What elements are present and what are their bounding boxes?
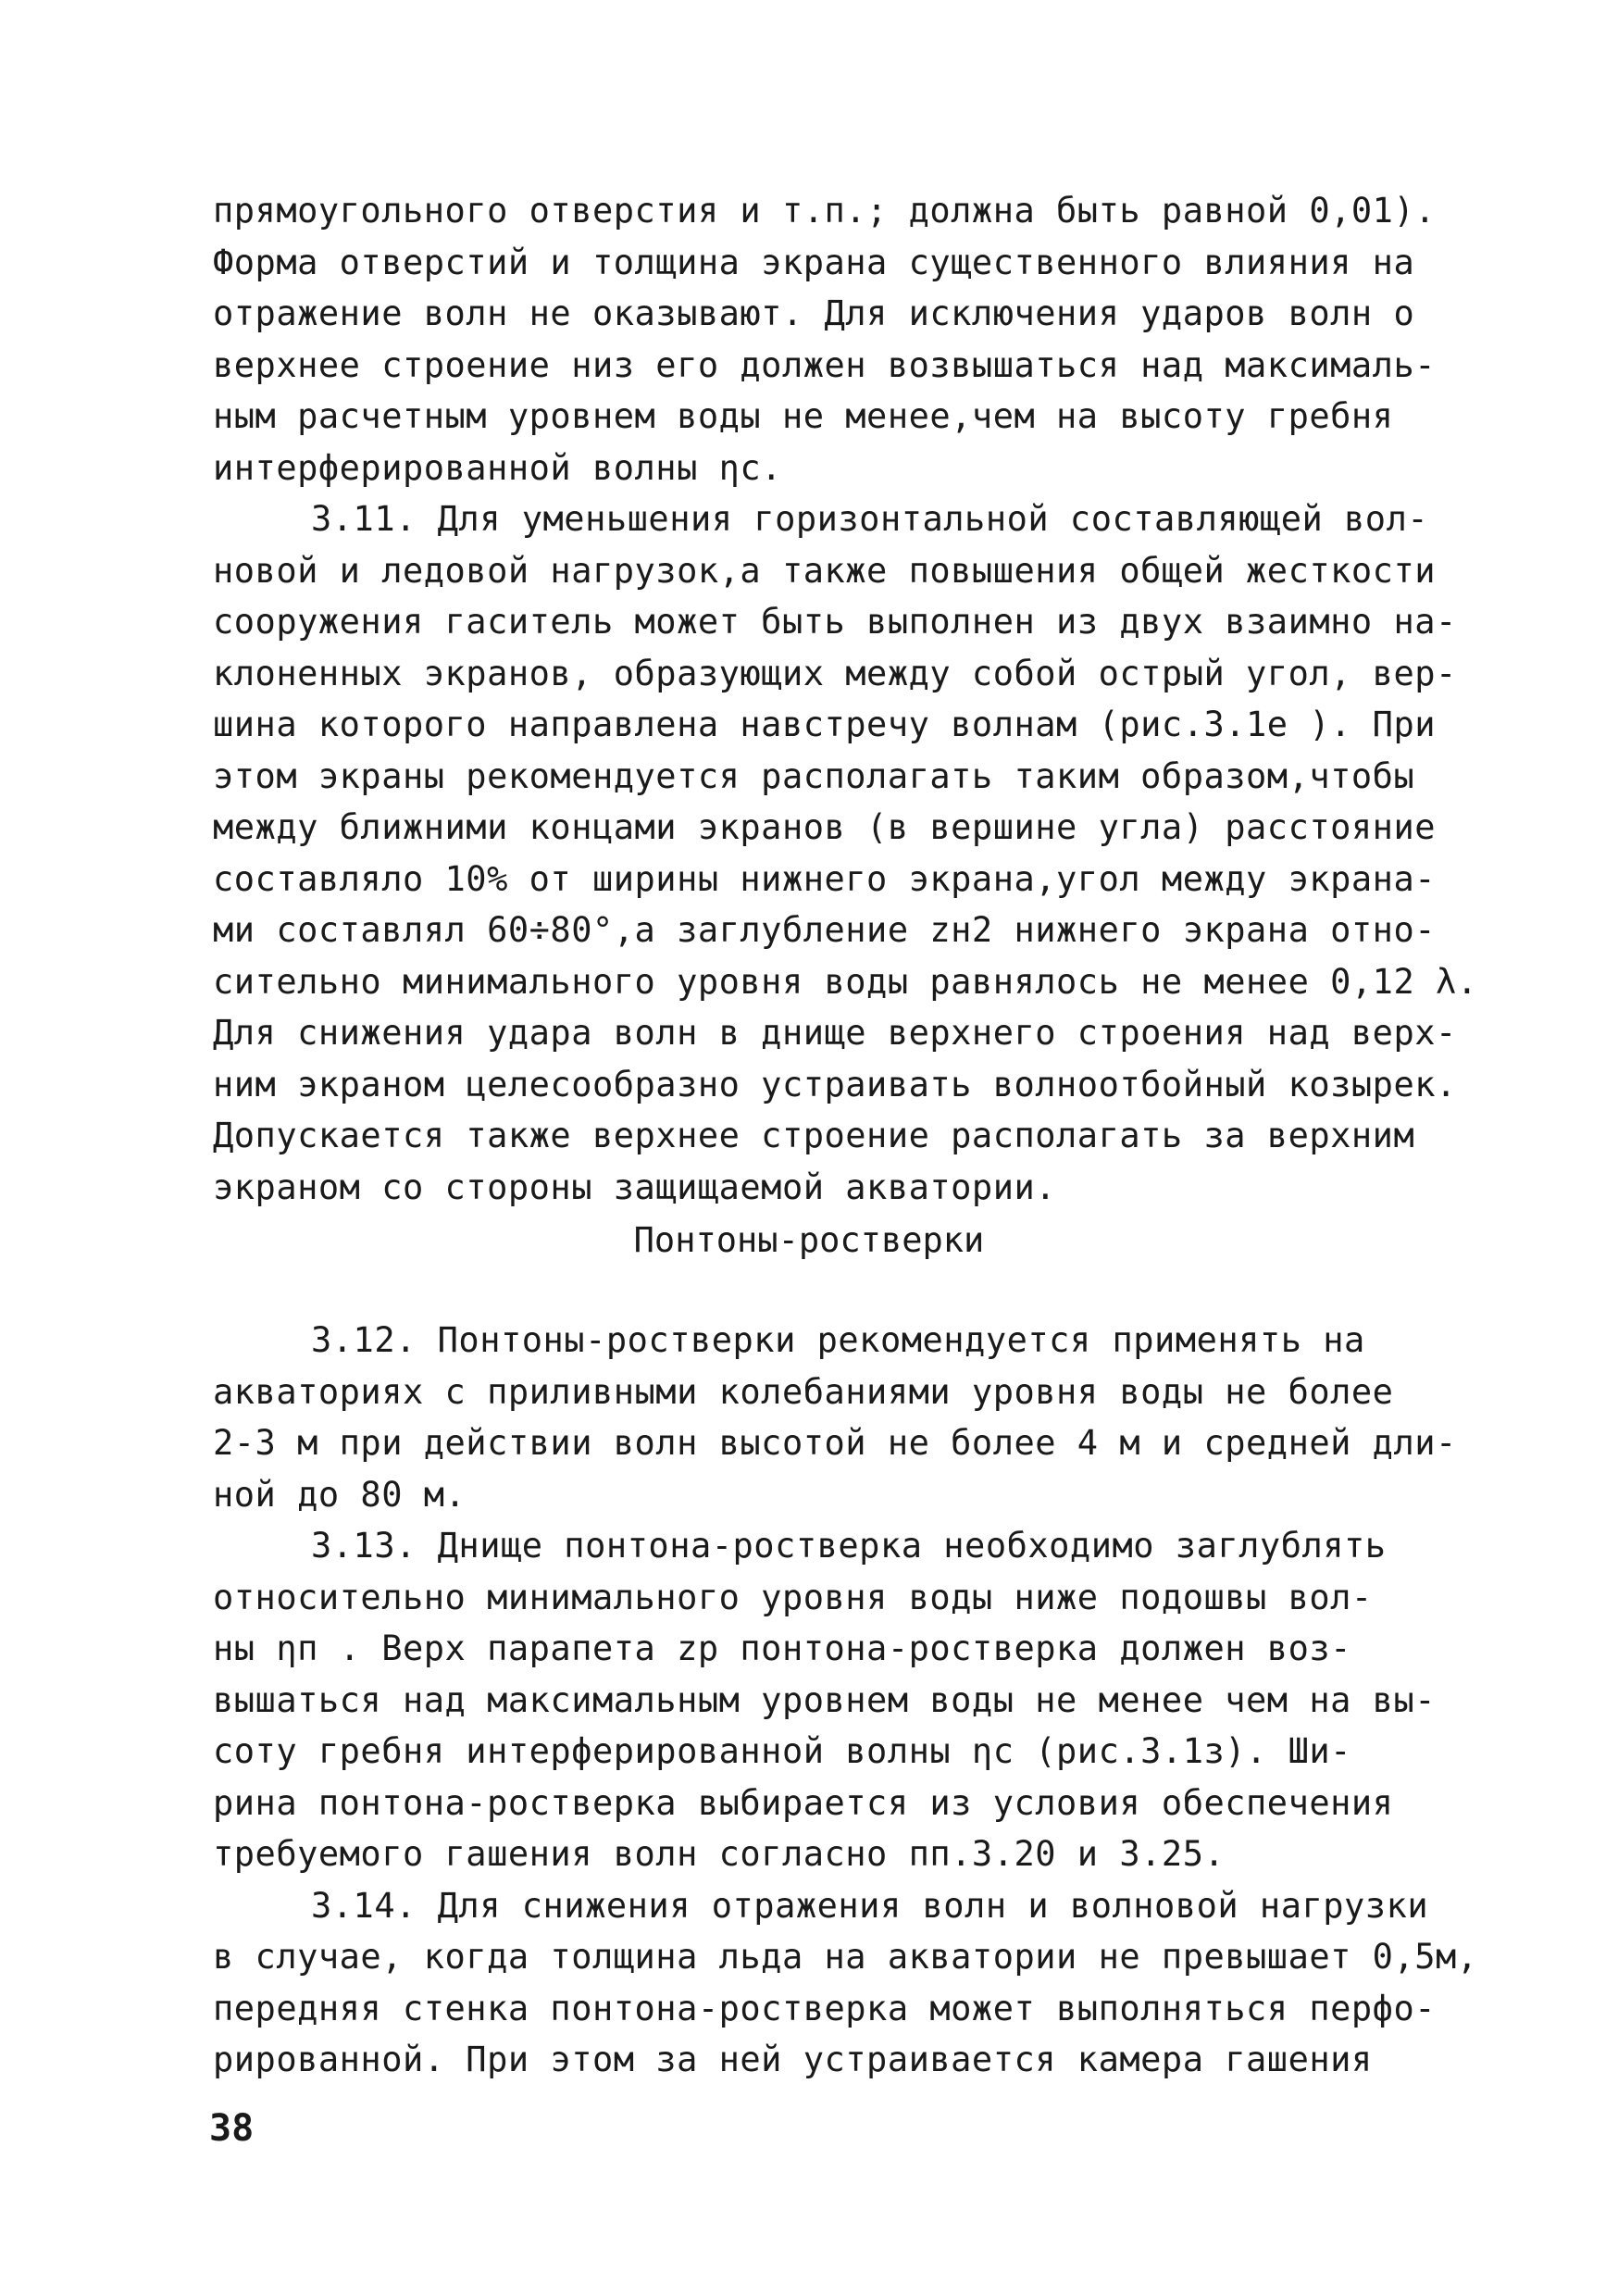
text-line: относительно минимального уровня воды ниже подошвы вол- xyxy=(213,1577,1373,1617)
text-line: клоненных экранов, образующих между собой острый угол, вер- xyxy=(213,653,1457,693)
text-line: 3.13. Днище понтона-ростверка необходимо заглублять xyxy=(311,1526,1387,1566)
text-line: требуемого гашения волн согласно пп.3.20 и 3.25. xyxy=(213,1834,1226,1874)
text-line: прямоугольного отверстия и т.п.; должна быть равной 0,01). xyxy=(213,191,1437,231)
text-line: 3.12. Понтоны-ростверки рекомендуется применять на xyxy=(311,1320,1365,1360)
text-line: сительно минимального уровня воды равнялось не менее 0,12 λ. xyxy=(213,961,1478,1002)
text-line: соту гребня интерферированной волны ηс (рис.3.1з). Ши- xyxy=(213,1731,1351,1771)
text-line: этом экраны рекомендуется располагать таким образом,чтобы xyxy=(213,755,1415,796)
text-line: отражение волн не оказывают. Для исключения ударов волн о xyxy=(213,293,1415,333)
text-line: передняя стенка понтона-ростверка может выполняться перфо- xyxy=(213,1988,1437,2028)
text-line: рированной. При этом за ней устраивается камера гашения xyxy=(213,2040,1373,2079)
text-line: вышаться над максимальным уровнем воды не менее чем на вы- xyxy=(213,1679,1437,1720)
text-line: шина которого направлена навстречу волнам (рис.3.1е ). При xyxy=(213,705,1437,744)
text-line: 3.14. Для снижения отражения волн и волновой нагрузки xyxy=(311,1885,1429,1926)
text-line: рина понтона-ростверка выбирается из условия обеспечения xyxy=(213,1782,1394,1823)
text-line: верхнее строение низ его должен возвышаться над максималь- xyxy=(213,344,1437,385)
text-line: ми составлял 60÷80°,а заглубление zн2 нижнего экрана отно- xyxy=(213,910,1437,950)
page-number: 38 xyxy=(209,2107,255,2150)
text-line: Форма отверстий и толщина экрана существенного влияния на xyxy=(213,242,1415,282)
text-line: между ближними концами экранов (в вершине угла) расстояние xyxy=(213,807,1437,847)
text-line: акваториях с приливными колебаниями уровня воды не более xyxy=(213,1371,1394,1412)
text-line: 3.11. Для уменьшения горизонтальной составляющей вол- xyxy=(311,499,1429,539)
text-line: интерферированной волны ηс. xyxy=(213,447,782,488)
text-line: ны ηп . Верх парапета zр понтона-ростверка должен воз- xyxy=(213,1628,1351,1668)
text-line: ним экраном целесообразно устраивать волноотбойный козырек. xyxy=(213,1064,1457,1104)
paragraph-block-2 xyxy=(213,1315,1478,2086)
text-line: ным расчетным уровнем воды не менее,чем на высоту гребня xyxy=(213,396,1394,436)
text-line: в случае, когда толщина льда на акватории не превышает 0,5м, xyxy=(213,1937,1478,1977)
text-line: Допускается также верхнее строение располагать за верхним xyxy=(213,1116,1415,1155)
text-line: Для снижения удара волн в днище верхнего строения над верх- xyxy=(213,1013,1457,1053)
section-heading: Понтоны-ростверки xyxy=(633,1220,985,1260)
text-line: сооружения гаситель может быть выполнен из двух взаимно на- xyxy=(213,602,1457,642)
text-line: новой и ледовой нагрузок,а также повышения общей жесткости xyxy=(213,550,1437,591)
text-line: экраном со стороны защищаемой акватории. xyxy=(213,1167,1057,1207)
paragraph-block-1 xyxy=(213,185,1478,1213)
text-line: ной до 80 м. xyxy=(213,1474,467,1515)
text-line: 2-3 м при действии волн высотой не более 4 м и средней дли- xyxy=(213,1423,1457,1463)
text-line: составляло 10% от ширины нижнего экрана,угол между экрана- xyxy=(213,858,1437,899)
